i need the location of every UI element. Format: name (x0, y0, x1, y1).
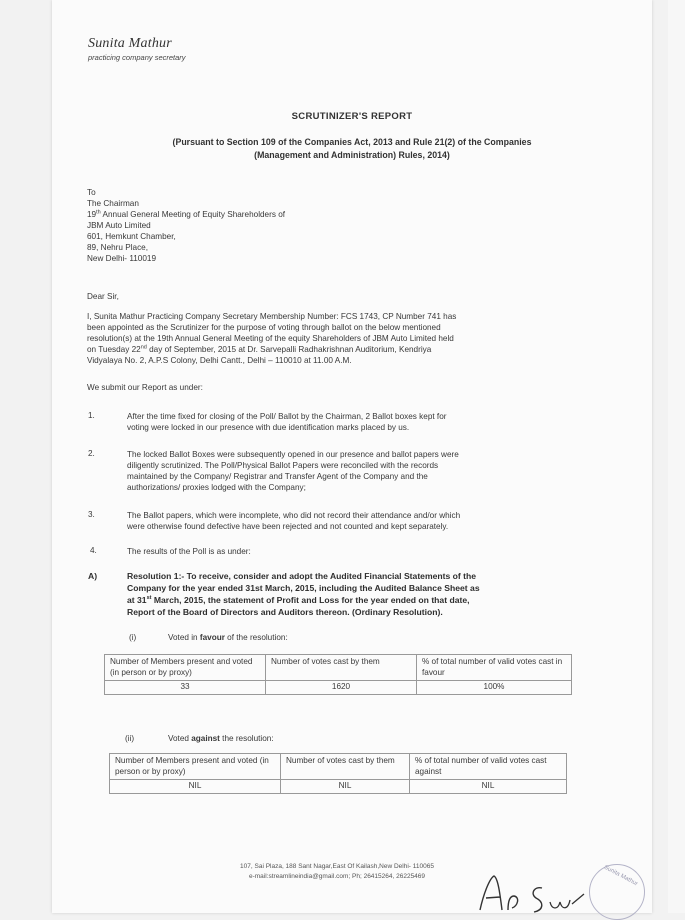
point-number: 4. (90, 546, 97, 555)
letterhead-name: Sunita Mathur (88, 36, 172, 51)
footer-address: 107, Sai Plaza, 188 Sant Nagar,East Of Kailash,New Delhi- 110065 e-mail:streamlineindia@gmail.com; Ph; 26415264, 26225469 (240, 863, 434, 880)
subtitle-line: (Pursuant to Section 109 of the Companies Act, 2013 and Rule 21(2) of the Companies (172, 137, 532, 147)
table-cell: NIL (110, 780, 281, 794)
resolution-label: A) (88, 571, 98, 581)
address-line: JBM Auto Limited (87, 221, 151, 230)
letterhead-tagline: practicing company secretary (88, 53, 186, 62)
subtitle-line: (Management and Administration) Rules, 2014) (254, 150, 450, 160)
favour-table (104, 654, 572, 695)
intro-paragraph: I, Sunita Mathur Practicing Company Secretary Membership Number: FCS 1743, CP Number 741 has been appointed as the Scrutinizer for the purpose of voting through ballot on the below mentioned resolution(s) at the 19th Annual General Meeting of the equity Shareholders of JBM Auto Limited held on Tuesday 22nd day of September, 2015 at Dr. Sarvepalli Radhakrishnan Auditorium, Kendriya Vidyalaya No. 2, A.P.S Colony, Delhi Cantt., Delhi – 110010 at 11.00 A.M. (87, 312, 457, 365)
point-text: The locked Ballot Boxes were subsequently opened in our presence and ballot papers were diligently scrutinized. The Poll/Physical Ballot Papers were reconciled with the records maintained by the Company/ Registrar and Transfer Agent of the Company and the authorizations/ proxies lodged with the Company; (127, 450, 459, 492)
point-number: 1. (88, 411, 95, 420)
address-line: 19th Annual General Meeting of Equity Shareholders of (87, 209, 286, 219)
table-header-cell: % of total number of valid votes cast against (410, 754, 567, 780)
table-cell: 33 (105, 681, 266, 695)
salutation: Dear Sir, (87, 292, 119, 301)
table-row (110, 780, 567, 794)
point-text: The results of the Poll is as under: (127, 547, 251, 556)
page-edge (668, 0, 685, 913)
address-block (87, 187, 285, 264)
point-text: The Ballot papers, which were incomplete, who did not record their attendance and/or which were otherwise found defective have been rejected and not counted and kept separately. (127, 511, 461, 531)
resolution-text: Resolution 1:- To receive, consider and adopt the Audited Financial Statements of the Company for the year ended 31st March, 2015, including the Audited Balance Sheet as at 31st March, 2015, the statement of Profit and Loss for the year ended on that date, Report of the Board of Directors and Auditors thereon. (Ordinary Resolution). (127, 571, 480, 617)
address-line: The Chairman (87, 199, 139, 208)
against-number: (ii) (125, 734, 135, 743)
report-title: SCRUTINIZER'S REPORT (291, 111, 413, 122)
table-header-cell: Number of votes cast by them (281, 754, 410, 780)
favour-caption: Voted in favour of the resolution: (168, 633, 288, 642)
address-line: 89, Nehru Place, (87, 243, 148, 252)
point-number: 2. (88, 449, 95, 458)
table-cell: 1620 (266, 681, 417, 695)
table-header-cell: % of total number of valid votes cast in favour (417, 655, 572, 681)
address-line: New Delhi- 110019 (87, 254, 157, 263)
seal-text: Sunita Mathur (602, 864, 639, 888)
address-line: 601, Hemkunt Chamber, (87, 232, 176, 241)
table-cell: NIL (281, 780, 410, 794)
document-page (52, 0, 652, 913)
signature-image (472, 870, 592, 913)
point-number: 3. (88, 510, 95, 519)
table-header-cell: Number of votes cast by them (266, 655, 417, 681)
address-to: To (87, 188, 96, 197)
report-subtitle (102, 136, 602, 162)
company-seal (589, 864, 645, 920)
table-row (105, 681, 572, 695)
table-header-row (105, 655, 572, 681)
table-header-row (110, 754, 567, 780)
against-table (109, 753, 567, 794)
table-cell: NIL (410, 780, 567, 794)
table-header-cell: Number of Members present and voted (in person or by proxy) (105, 655, 266, 681)
table-cell: 100% (417, 681, 572, 695)
favour-number: (i) (129, 633, 137, 642)
against-caption: Voted against the resolution: (168, 734, 274, 743)
table-header-cell: Number of Members present and voted (in person or by proxy) (110, 754, 281, 780)
point-text: After the time fixed for closing of the Poll/ Ballot by the Chairman, 2 Ballot boxes kept for voting were locked in our presence with due identification marks placed by us. (127, 412, 447, 432)
submit-line: We submit our Report as under: (87, 383, 203, 392)
